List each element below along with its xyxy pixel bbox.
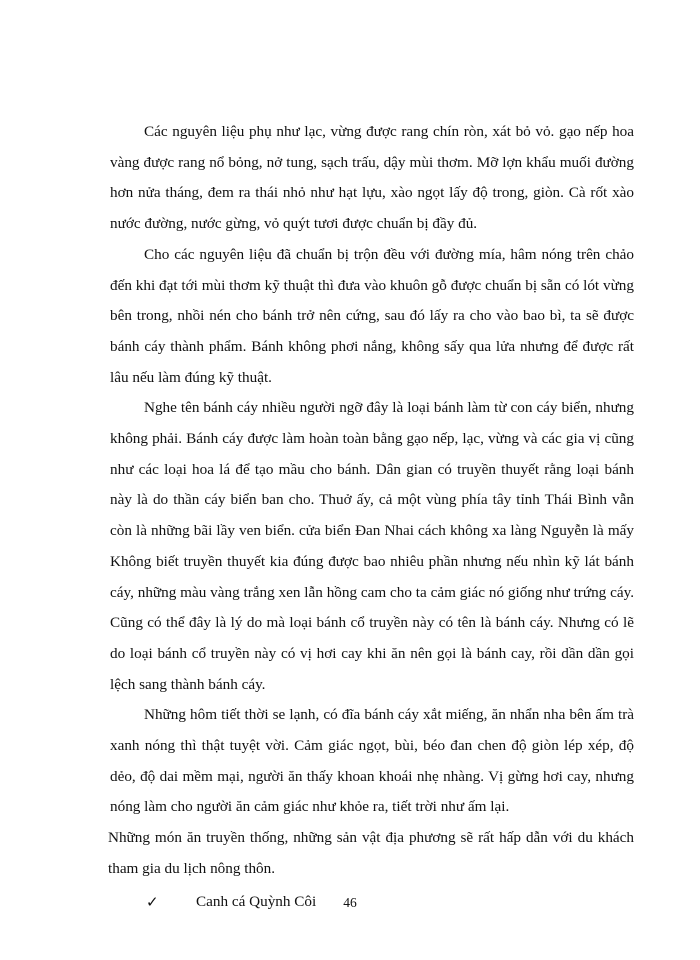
paragraph-preparation: Cho các nguyên liệu đã chuẩn bị trộn đều với đường mía, hâm nóng trên chảo đến khi đạt tới mùi thơm kỹ thuật thì đưa vào khuôn gỗ được chuẩn bị sẵn có lót vừng bên trong, nhồi nén cho bánh trở nên cứng, sau đó lấy ra cho vào bao bì, ta sẽ được bánh cáy thành phẩm. Bánh không phơi nắng, không sấy qua lửa nhưng để được rất lâu nếu làm đúng kỹ thuật. (110, 245, 634, 386)
page-number: 46 (343, 895, 357, 910)
check-mark-icon: ✓ (146, 892, 159, 911)
bullet-text: Canh cá Quỳnh Côi (196, 892, 317, 910)
paragraph-tourism: Những món ăn truyền thống, những sản vật địa phương sẽ rất hấp dẫn với du khách tham gia du lịch nông thôn. (108, 829, 634, 877)
document-body (110, 117, 634, 917)
paragraph-tasting: Những hôm tiết thời se lạnh, có đĩa bánh cáy xắt miếng, ăn nhẩn nha bên ấm trà xanh nóng thì thật tuyệt vời. Cảm giác ngọt, bùi, béo đan chen độ giòn lép xép, độ dẻo, độ dai mềm mại, người ăn thấy khoan khoái nhẹ nhàng. Vị gừng hơi cay, nhưng nóng làm cho người ăn cảm giác như khỏe ra, tiết trời như ấm lại. (110, 706, 634, 816)
paragraph-ingredients: Các nguyên liệu phụ như lạc, vừng được rang chín ròn, xát bỏ vỏ. gạo nếp hoa vàng được rang nổ bỏng, nở tung, sạch trấu, dậy mùi thơm. Mỡ lợn khẩu muối đường hơn nửa tháng, đem ra thái nhỏ như hạt lựu, xào ngọt lấy độ trong, giòn. Cà rốt xào nước đường, nước gừng, vỏ quýt tươi được chuẩn bị đầy đủ. (110, 123, 634, 233)
paragraph-legend: Nghe tên bánh cáy nhiều người ngỡ đây là loại bánh làm từ con cáy biển, nhưng không phải. Bánh cáy được làm hoàn toàn bằng gạo nếp, lạc, vừng và các gia vị cũng như các loại hoa lá để tạo mầu cho bánh. Dân gian có truyền thuyết rằng loại bánh này là do thần cáy biển ban cho. Thuở ấy, cả một vùng phía tây tỉnh Thái Bình vẫn còn là những bãi lầy ven biển. cửa biển Đan Nhai cách không xa làng Nguyễn là mấy Không biết truyền thuyết kia đúng được bao nhiêu phần nhưng nếu nhìn kỹ lát bánh cáy, những màu vàng trắng xen lẫn hồng cam cho ta cảm giác nó giống như trứng cáy. Cũng có thể đây là lý do mà loại bánh cổ truyền này có tên là bánh cáy. Nhưng có lẽ do loại bánh cổ truyền này có vị hơi cay khi ăn nên gọi là bánh cay, rồi dần dần gọi lệch sang thành bánh cáy. (110, 399, 634, 693)
